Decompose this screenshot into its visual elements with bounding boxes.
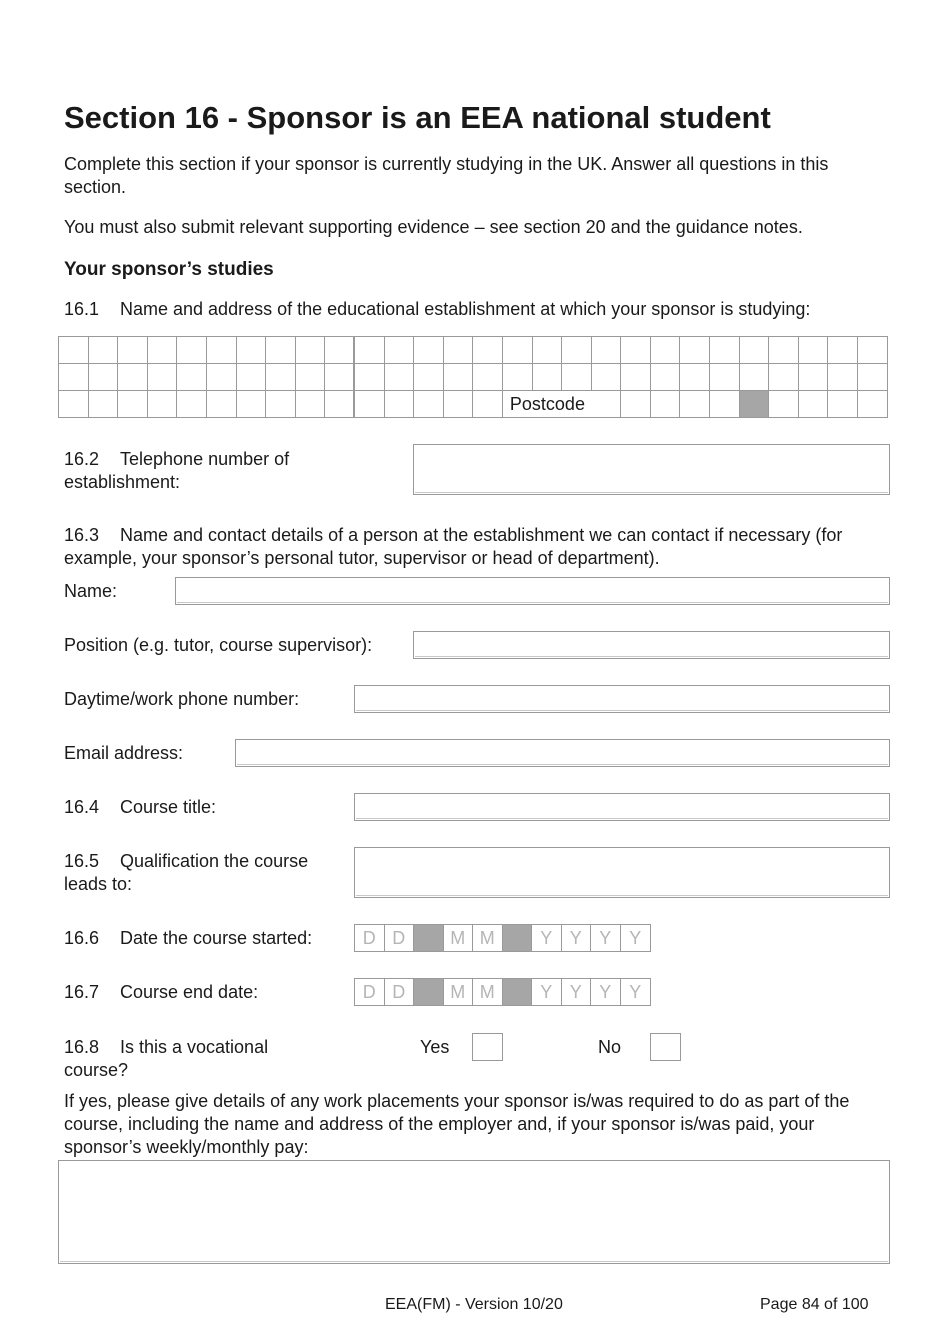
course-end-date-input[interactable] <box>354 978 651 1006</box>
year-digit: Y <box>591 979 621 1005</box>
qualification-input[interactable] <box>354 847 890 898</box>
contact-email-input[interactable] <box>235 739 890 767</box>
address-row-2 <box>59 364 888 391</box>
q16-5-label: 16.5 Qualification the course leads to: <box>64 851 309 894</box>
postcode-label: Postcode <box>502 391 620 418</box>
yes-label: Yes <box>420 1037 450 1057</box>
contact-position-input[interactable] <box>413 631 890 659</box>
evidence-text: You must also submit relevant supporting evidence – see section 20 and the guidance notes. <box>64 217 803 237</box>
day-digit: D <box>385 925 415 951</box>
q16-7-label: 16.7 Course end date: <box>64 982 259 1002</box>
footer-page-number: Page 84 of 100 <box>760 1296 869 1313</box>
q16-1-label: 16.1 Name and address of the educational establishment at which your sponsor is studying: <box>64 299 811 319</box>
year-digit: Y <box>532 925 562 951</box>
work-placement-details-textarea[interactable] <box>58 1160 890 1264</box>
q16-4-label: 16.4 Course title: <box>64 797 217 817</box>
address-row-3 <box>59 391 888 418</box>
course-start-date-input[interactable] <box>354 924 651 952</box>
postcode-cell <box>621 391 651 418</box>
page-title: Section 16 - Sponsor is an EEA national student <box>64 100 771 135</box>
intro-text: Complete this section if your sponsor is currently studying in the UK. Answer all questions in this section. <box>64 154 829 197</box>
year-digit: Y <box>562 979 592 1005</box>
contact-name-label: Name: <box>64 581 118 601</box>
contact-phone-label: Daytime/work phone number: <box>64 689 300 709</box>
day-digit: D <box>385 979 415 1005</box>
year-digit: Y <box>629 982 642 1002</box>
work-placement-instructions: If yes, please give details of any work placements your sponsor is/was required to do as part of the course, including the name and address of the employer and, if your sponsor is/was paid, your sponsor’s weekly/monthly pay: <box>64 1091 850 1157</box>
subheading: Your sponsor’s studies <box>64 259 274 280</box>
no-checkbox[interactable] <box>650 1033 681 1061</box>
yes-checkbox[interactable] <box>472 1033 503 1061</box>
q16-3-label: 16.3 Name and contact details of a person at the establishment we can contact if necessary (for example, your sponsor’s personal tutor, supervisor or head of department). <box>64 525 843 568</box>
month-digit: M <box>473 979 503 1005</box>
footer-version: EEA(FM) - Version 10/20 <box>385 1296 563 1313</box>
contact-phone-input[interactable] <box>354 685 890 713</box>
contact-position-label: Position (e.g. tutor, course supervisor): <box>64 635 373 655</box>
month-digit: M <box>444 979 474 1005</box>
day-digit: D <box>355 925 385 951</box>
no-label: No <box>598 1037 622 1057</box>
address-grid[interactable] <box>58 336 888 418</box>
month-digit: M <box>444 925 474 951</box>
contact-email-label: Email address: <box>64 743 184 763</box>
q16-8-label: 16.8 Is this a vocational course? <box>64 1037 269 1080</box>
day-digit: D <box>355 979 385 1005</box>
q16-2-label: 16.2 Telephone number of establishment: <box>64 449 290 492</box>
address-row-1 <box>59 337 888 364</box>
year-digit: Y <box>629 928 642 948</box>
q16-6-label: 16.6 Date the course started: <box>64 928 313 948</box>
year-digit: Y <box>532 979 562 1005</box>
year-digit: Y <box>562 925 592 951</box>
year-digit: Y <box>591 925 621 951</box>
contact-name-input[interactable] <box>175 577 890 605</box>
establishment-phone-input[interactable] <box>413 444 890 495</box>
month-digit: M <box>473 925 503 951</box>
course-title-input[interactable] <box>354 793 890 821</box>
